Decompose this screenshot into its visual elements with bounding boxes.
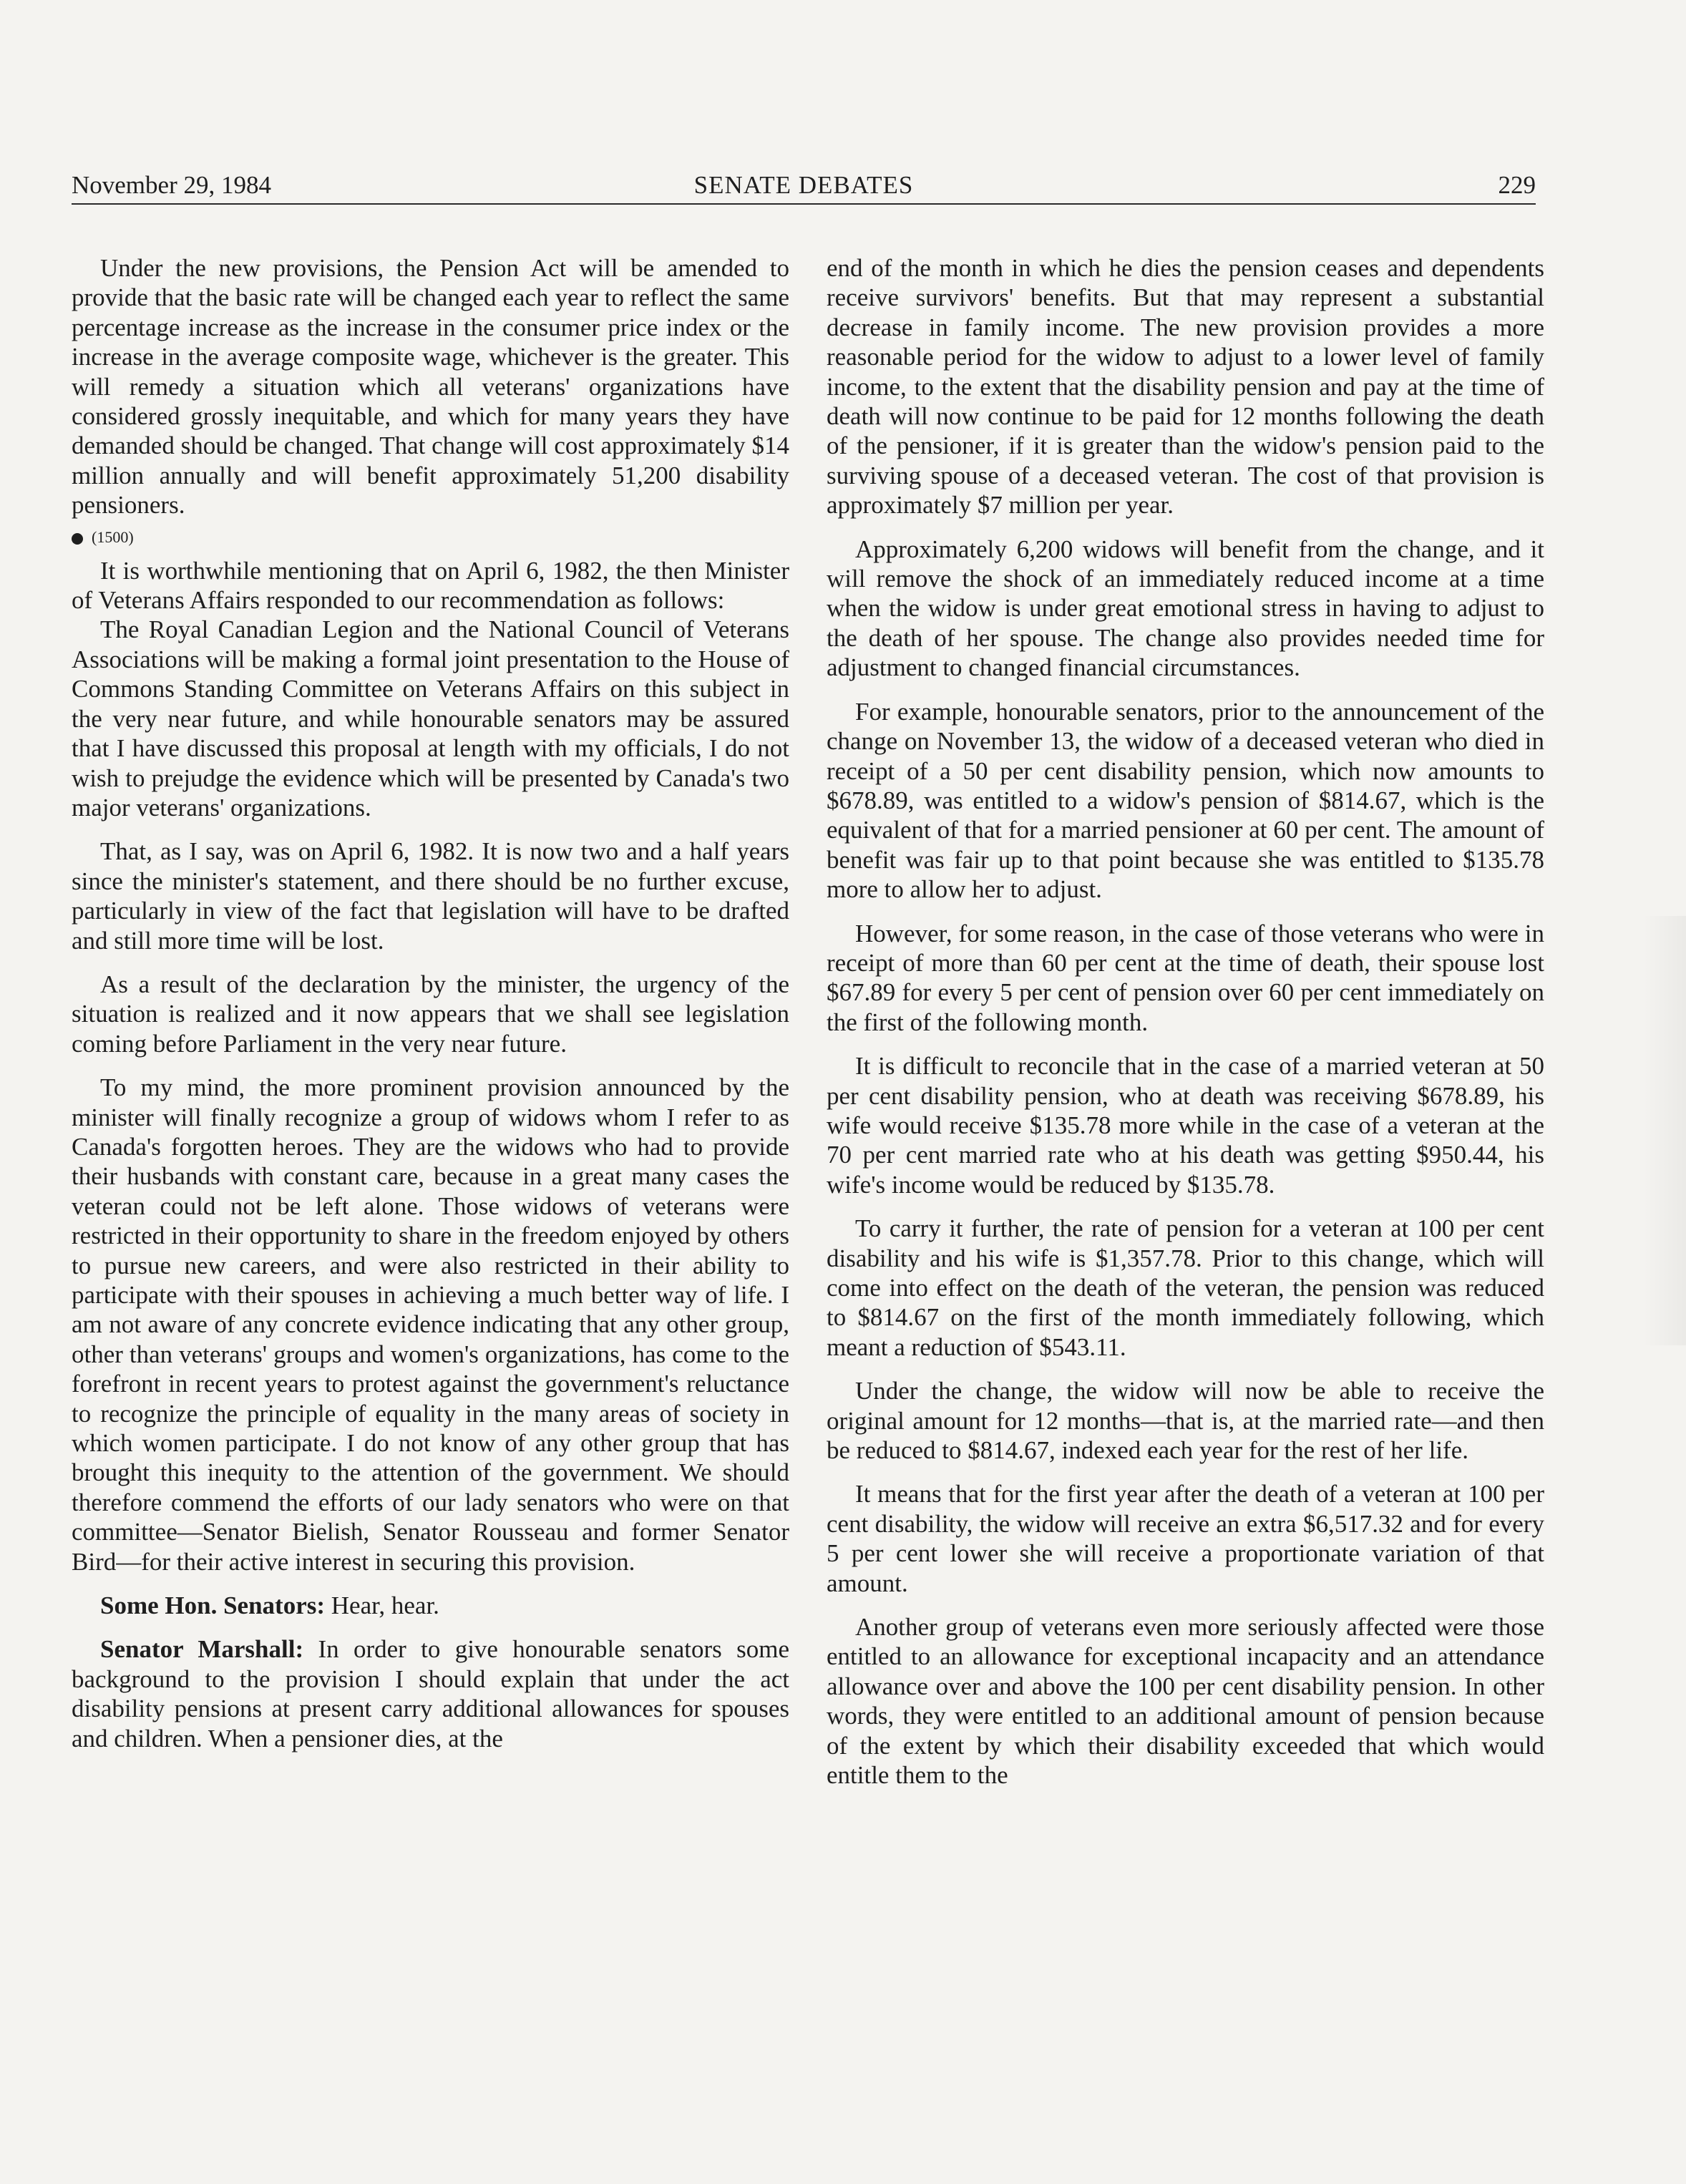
paragraph: It means that for the first year after the death of a veteran at 100 per cent disability, the widow will receive an extra $6,517.32 and for every 5 per cent lower she will receive a proportionate variation of that amount. xyxy=(827,1480,1544,1597)
paragraph: It is worthwhile mentioning that on April 6, 1982, the then Minister of Veterans Affairs responded to our recommendation as follows: xyxy=(72,556,789,615)
left-column xyxy=(72,253,789,1768)
paragraph: For example, honourable senators, prior to the announcement of the change on November 13, the widow of a deceased veteran who died in receipt of a 50 per cent disability pension, which now amounts to $678.89, was entitled to a widow's pension of $814.67, which is the equivalent of that for a married pensioner at 60 per cent. The amount of benefit was fair up to that point because she was entitled to $135.78 more to allow her to adjust. xyxy=(827,697,1544,904)
paragraph: Under the change, the widow will now be able to receive the original amount for 12 months—that is, at the married rate—and then be reduced to $814.67, indexed each year for the rest of her life. xyxy=(827,1377,1544,1465)
speech xyxy=(72,1634,789,1753)
running-head xyxy=(72,167,1536,203)
paragraph: To carry it further, the rate of pension for a veteran at 100 per cent disability and his wife is $1,357.78. Prior to this change, which will come into effect on the death of the veteran, the pension was reduced to $814.67 on the first of the month immediately following, which meant a reduction of $543.11. xyxy=(827,1214,1544,1361)
paragraph: Under the new provisions, the Pension Act will be amended to provide that the basic rate will be changed each year to reflect the same percentage increase as the increase in the consumer price index or the increase in the average composite wage, whichever is the greater. This will remedy a situation which all veterans' organizations have considered grossly inequitable, and which for many years they have demanded should be changed. That change will cost approximately $14 million annually and will benefit approximately 51,200 disability pensioners. xyxy=(72,254,789,520)
time-marker-label: (1500) xyxy=(92,527,134,546)
block-quote: The Royal Canadian Legion and the National Council of Veterans Associations will be making a formal joint presentation to the House of Commons Standing Committee on Veterans Affairs on this subject in the very near future, and while honourable senators may be assured that I have discussed this proposal at length with my officials, I do not wish to prejudge the evidence which will be presented by Canada's two major veterans' organizations. xyxy=(72,615,789,822)
speaker-name: Senator Marshall: xyxy=(100,1635,304,1664)
scan-edge-shadow xyxy=(1643,916,1686,1345)
speaker-name: Some Hon. Senators: xyxy=(100,1591,326,1620)
time-marker xyxy=(72,525,789,550)
paragraph: It is difficult to reconcile that in the case of a married veteran at 50 per cent disability pension, who at death was receiving $678.89, his wife would receive $135.78 more while in the case of a veteran at the 70 per cent married rate who at his death was getting $950.44, his wife's income would be reduced by $135.78. xyxy=(827,1052,1544,1199)
paragraph: However, for some reason, in the case of those veterans who were in receipt of more than 60 per cent at the time of death, their spouse lost $67.89 for every 5 per cent of pension over 60 per cent immediately on the first of the following month. xyxy=(827,919,1544,1036)
bullet-icon xyxy=(72,533,83,545)
paragraph: Approximately 6,200 widows will benefit from the change, and it will remove the shock of an immediately reduced income at a time when the widow is under great emotional stress in having to adjust to the death of her spouse. The change also provides needed time for adjustment to changed financial circumstances. xyxy=(827,535,1544,682)
header-rule xyxy=(72,203,1536,205)
page-number: 229 xyxy=(1498,171,1536,199)
speech-text: In order to give honourable senators some background to the provision I should explain that under the act disability pensions at present carry additional allowances for spouses and children. When a pensioner dies, at the xyxy=(72,1635,789,1752)
paragraph: Another group of veterans even more seriously affected were those entitled to an allowance for exceptional incapacity and an attendance allowance over and above the 100 per cent disability pension. In other words, they were entitled to an additional amount of pension because of the extent by which their disability exceeded that which would entitle them to the xyxy=(827,1613,1544,1790)
header-title: SENATE DEBATES xyxy=(693,171,914,199)
paragraph: As a result of the declaration by the minister, the urgency of the situation is realized and it now appears that we shall see legislation coming before Parliament in the very near future. xyxy=(72,970,789,1058)
interjection xyxy=(72,1591,789,1620)
paragraph: To my mind, the more prominent provision announced by the minister will finally recognize a group of widows whom I refer to as Canada's forgotten heroes. They are the widows who had to provide their husbands with constant care, because in a great many cases the veteran could not be left alone. Those widows of veterans were restricted in their opportunity to share in the freedom enjoyed by others to pursue new careers, and were also restricted in their ability to participate with their spouses in achieving a much better way of life. I am not aware of any concrete evidence indicating that any other group, other than veterans' groups and women's organizations, has come to the forefront in recent years to protest against the government's reluctance to recognize the principle of equality in the many areas of society in which women participate. I do not know of any other group that has brought this inequity to the attention of the government. We should therefore commend the efforts of our lady senators who were on that committee—Senator Bielish, Senator Rousseau and former Senator Bird—for their active interest in securing this provision. xyxy=(72,1073,789,1576)
right-column xyxy=(827,253,1544,1805)
paragraph: end of the month in which he dies the pension ceases and dependents receive survivors' benefits. But that may represent a substantial decrease in family income. The new provision provides a more reasonable period for the widow to adjust to a lower level of family income, to the extent that the disability pension and pay at the time of death will now continue to be paid for 12 months following the death of the pensioner, if it is greater than the widow's pension paid to the surviving spouse of a deceased veteran. The cost of that provision is approximately $7 million per year. xyxy=(827,254,1544,520)
speech-text: Hear, hear. xyxy=(325,1591,439,1620)
header-date: November 29, 1984 xyxy=(72,171,271,199)
paragraph: That, as I say, was on April 6, 1982. It is now two and a half years since the minister's statement, and there should be no further excuse, particularly in view of the fact that legislation will have to be drafted and still more time will be lost. xyxy=(72,837,789,955)
